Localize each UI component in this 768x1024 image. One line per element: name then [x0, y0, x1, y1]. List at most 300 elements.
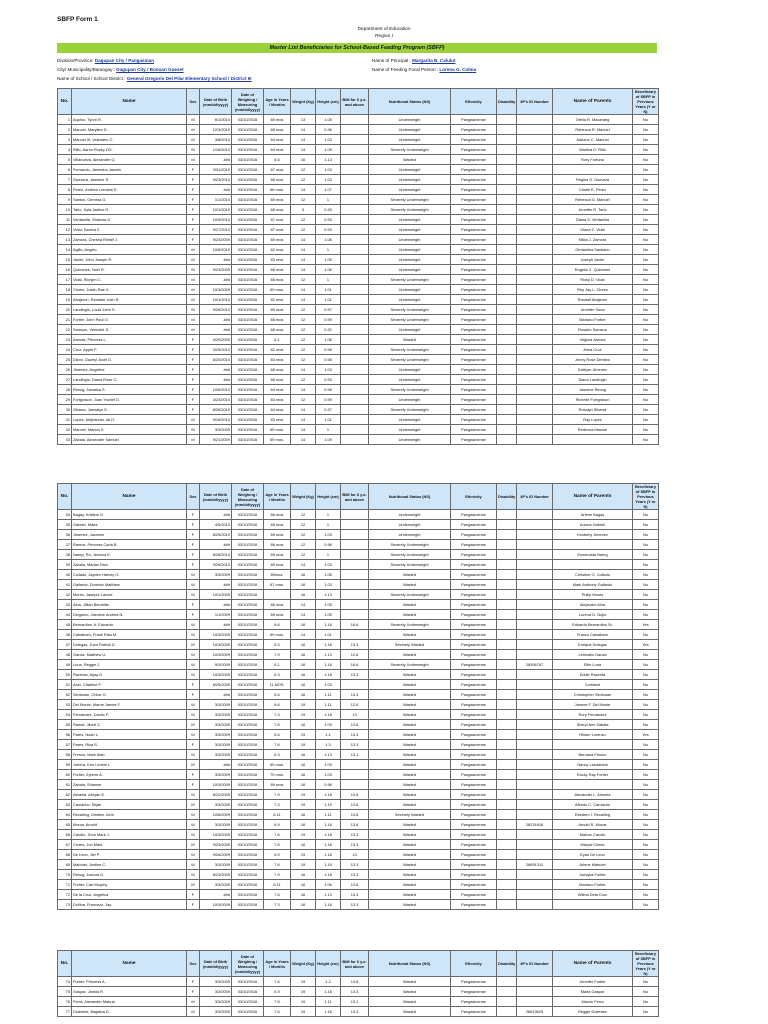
cell-disability: [497, 710, 517, 720]
cell-ethnicity: Pangasinense: [451, 830, 497, 840]
cell-name: Carolio, Jhon Mark J.: [72, 830, 187, 840]
cell-bmi: [341, 365, 369, 375]
cell-fourps-id: [517, 265, 553, 275]
cell-disability: [497, 620, 517, 630]
cell-disability: [497, 810, 517, 820]
cell-dob: ###: [200, 580, 232, 590]
table-row: [58, 580, 659, 590]
cell-sex: F: [187, 530, 200, 540]
cell-disability: [497, 510, 517, 520]
cell-parents: Gedanilea Santiano: [553, 245, 633, 255]
cell-status: Wasted: [369, 740, 451, 750]
cell-previous-beneficiary: No: [633, 760, 659, 770]
cell-fourps-id: [517, 570, 553, 580]
cell-age: 69 mos.: [264, 435, 291, 445]
cell-previous-beneficiary: No: [633, 235, 659, 245]
cell-age: 6.6: [264, 155, 291, 165]
cell-date-weighed: 03/10/2016: [232, 700, 264, 710]
cell-disability: [497, 115, 517, 125]
cell-bmi: 13.3: [341, 690, 369, 700]
header-status: Nutritional Status (NS): [369, 484, 451, 510]
cell-name: Dinguino, Jasmine Andrea N.: [72, 610, 187, 620]
cell-weight: 14: [291, 425, 316, 435]
table-row: [58, 375, 659, 385]
table-row: [58, 435, 659, 445]
table-row: [58, 175, 659, 185]
cell-dob: 6/1/2010: [200, 115, 232, 125]
cell-name: Luna, Reggie J.: [72, 660, 187, 670]
cell-status: Underweight: [369, 235, 451, 245]
cell-height: 1.16: [316, 1007, 341, 1017]
cell-name: Landingin, Louis John S.: [72, 305, 187, 315]
cell-name: Sibarra, Jaenalyn E.: [72, 405, 187, 415]
cell-dob: 3/3/2009: [200, 750, 232, 760]
cell-bmi: [341, 115, 369, 125]
cell-weight: 14: [291, 255, 316, 265]
cell-name: Dollina, Francezz, Jay: [72, 900, 187, 910]
cell-sex: M: [187, 830, 200, 840]
cell-height: 1.13: [316, 650, 341, 660]
cell-previous-beneficiary: No: [633, 155, 659, 165]
cell-disability: [497, 987, 517, 997]
cell-bmi: [341, 345, 369, 355]
header-fourps: 4P's ID Number: [517, 484, 553, 510]
cell-ethnicity: Pangasinense: [451, 660, 497, 670]
cell-weight: 14: [291, 405, 316, 415]
cell-height: 1.11: [316, 997, 341, 1007]
header-fourps: 4P's ID Number: [517, 89, 553, 115]
cell-date-weighed: 03/10/2016: [232, 820, 264, 830]
cell-ethnicity: Pangasinense: [451, 415, 497, 425]
cell-disability: [497, 590, 517, 600]
cell-weight: 14: [291, 415, 316, 425]
cell-no: 65: [58, 820, 72, 830]
cell-parents: Diana Z. Vidal: [553, 225, 633, 235]
table-row: [58, 750, 659, 760]
cell-status: Underweight: [369, 415, 451, 425]
cell-fourps-id: [517, 235, 553, 245]
cell-disability: [497, 870, 517, 880]
cell-dob: 10/1/2010: [200, 295, 232, 305]
cell-bmi: [341, 560, 369, 570]
cell-parents: Joseph Javier: [553, 255, 633, 265]
cell-sex: F: [187, 550, 200, 560]
cell-dob: ###: [200, 185, 232, 195]
header-weight: Weight (Kg): [291, 951, 316, 977]
cell-name: Javier, John Joseph R.: [72, 255, 187, 265]
cell-no: 51: [58, 680, 72, 690]
cell-name: Fortier, Zyrene A.: [72, 770, 187, 780]
cell-weight: 16: [291, 650, 316, 660]
cell-dob: 8/28/2010: [200, 405, 232, 415]
cell-dob: 1/1/2010: [200, 195, 232, 205]
cell-parents: Jasmine Rimog: [553, 385, 633, 395]
cell-weight: 14: [291, 285, 316, 295]
cell-weight: 16: [291, 620, 316, 630]
cell-sex: M: [187, 245, 200, 255]
cell-parents: Ebedero I. Recalling: [553, 810, 633, 820]
cell-ethnicity: Pangasinense: [451, 325, 497, 335]
cell-date-weighed: 03/10/2016: [232, 860, 264, 870]
cell-dob: 3/3/2009: [200, 800, 232, 810]
cell-weight: 12: [291, 335, 316, 345]
cell-status: Underweight: [369, 435, 451, 445]
cell-height: 1.03: [316, 175, 341, 185]
cell-age: 66 mos: [264, 540, 291, 550]
cell-height: 0.99: [316, 315, 341, 325]
cell-bmi: [341, 520, 369, 530]
cell-ethnicity: Pangasinense: [451, 135, 497, 145]
cell-sex: F: [187, 690, 200, 700]
cell-age: 6.3: [264, 670, 291, 680]
cell-no: 71: [58, 880, 72, 890]
cell-parents: Joesyka Fortier: [553, 870, 633, 880]
cell-ethnicity: Pangasinense: [451, 365, 497, 375]
cell-previous-beneficiary: No: [633, 255, 659, 265]
cell-bmi: 12.6: [341, 650, 369, 660]
table-row: [58, 305, 659, 315]
cell-bmi: 13.3: [341, 987, 369, 997]
cell-age: 64 mos: [264, 405, 291, 415]
cell-bmi: [341, 630, 369, 640]
cell-disability: [497, 840, 517, 850]
cell-name: Jimenez, Jasmine: [72, 530, 187, 540]
cell-previous-beneficiary: No: [633, 700, 659, 710]
cell-sex: F: [187, 395, 200, 405]
cell-bmi: [341, 295, 369, 305]
cell-height: 1.09: [316, 760, 341, 770]
cell-sex: F: [187, 890, 200, 900]
cell-name: Clores, Jon Mark: [72, 840, 187, 850]
cell-dob: 10/9/2010: [200, 215, 232, 225]
cell-date-weighed: 03/10/2016: [232, 395, 264, 405]
cell-status: Wasted: [369, 780, 451, 790]
cell-weight: 16: [291, 640, 316, 650]
cell-ethnicity: Pangasinense: [451, 900, 497, 910]
cell-height: 0.96: [316, 780, 341, 790]
cell-bmi: [341, 125, 369, 135]
cell-date-weighed: 03/10/2016: [232, 900, 264, 910]
cell-fourps-id: [517, 305, 553, 315]
cell-height: 1.03: [316, 770, 341, 780]
cell-age: 66 mos: [264, 325, 291, 335]
cell-bmi: 13: [341, 710, 369, 720]
cell-bmi: [341, 185, 369, 195]
cell-fourps-id: [517, 900, 553, 910]
cell-status: Severely Underweight: [369, 315, 451, 325]
table-row: [58, 710, 659, 720]
cell-status: Underweight: [369, 285, 451, 295]
cell-date-weighed: 03/10/2016: [232, 550, 264, 560]
cell-weight: 19: [291, 740, 316, 750]
cell-sex: F: [187, 510, 200, 520]
cell-previous-beneficiary: Yes: [633, 620, 659, 630]
cell-previous-beneficiary: No: [633, 540, 659, 550]
cell-no: 56: [58, 730, 72, 740]
table-row: [58, 650, 659, 660]
cell-name: Zabala, Alexander Samuel: [72, 435, 187, 445]
cell-previous-beneficiary: Yes: [633, 730, 659, 740]
table-row: [58, 770, 659, 780]
cell-age: 69 mos: [264, 195, 291, 205]
cell-bmi: [341, 265, 369, 275]
cell-no: 34: [58, 510, 72, 520]
cell-fourps-id: [517, 295, 553, 305]
cell-dob: 3/25/2010: [200, 345, 232, 355]
cell-no: 41: [58, 580, 72, 590]
cell-date-weighed: 03/10/2016: [232, 115, 264, 125]
cell-ethnicity: Pangasinense: [451, 345, 497, 355]
cell-name: Rillo, Aaron Rocky DG.: [72, 145, 187, 155]
cell-disability: [497, 550, 517, 560]
cell-name: Del Monte, Marrie James F.: [72, 700, 187, 710]
cell-ethnicity: Pangasinense: [451, 870, 497, 880]
cell-disability: [497, 650, 517, 660]
cell-height: 1.16: [316, 820, 341, 830]
cell-no: 33: [58, 435, 72, 445]
cell-weight: 16: [291, 780, 316, 790]
cell-no: 29: [58, 395, 72, 405]
region-name: Region I: [375, 34, 393, 39]
cell-parents: Kathyrn Jimenez: [553, 365, 633, 375]
cell-previous-beneficiary: No: [633, 987, 659, 997]
cell-fourps-id: [517, 770, 553, 780]
cell-weight: 12: [291, 225, 316, 235]
cell-name: Ferra, Alexander Mabria: [72, 997, 187, 1007]
cell-disability: [497, 265, 517, 275]
cell-previous-beneficiary: Yes: [633, 640, 659, 650]
cell-disability: [497, 770, 517, 780]
cell-bmi: [341, 165, 369, 175]
cell-dob: 3/3/2009: [200, 1007, 232, 1017]
cell-status: Underweight: [369, 255, 451, 265]
cell-height: 1.06: [316, 570, 341, 580]
cell-bmi: [341, 145, 369, 155]
header-sex: Sex: [187, 951, 200, 977]
cell-status: Wasted: [369, 700, 451, 710]
cell-bmi: [341, 205, 369, 215]
cell-weight: 12: [291, 395, 316, 405]
cell-sex: M: [187, 850, 200, 860]
header-ethnicity: Ethnicity: [451, 951, 497, 977]
cell-previous-beneficiary: No: [633, 770, 659, 780]
cell-status: Underweight: [369, 225, 451, 235]
cell-no: 4: [58, 145, 72, 155]
cell-age: 7.6: [264, 1007, 291, 1017]
cell-age: 65 mos: [264, 305, 291, 315]
cell-parents: Richelle Fortgrason: [553, 395, 633, 405]
cell-name: Dizon, Dazeyl Jocel D.: [72, 355, 187, 365]
cell-ethnicity: Pangasinense: [451, 255, 497, 265]
header-height: Height (cm): [316, 951, 341, 977]
cell-date-weighed: 03/10/2016: [232, 195, 264, 205]
cell-height: 1: [316, 425, 341, 435]
cell-no: 28: [58, 385, 72, 395]
cell-dob: 10/3/2009: [200, 630, 232, 640]
cell-fourps-id: [517, 255, 553, 265]
cell-disability: [497, 435, 517, 445]
cell-status: Wasted: [369, 830, 451, 840]
cell-height: 1.19: [316, 860, 341, 870]
cell-previous-beneficiary: No: [633, 375, 659, 385]
cell-ethnicity: Pangasinense: [451, 640, 497, 650]
cell-parents: Ray Lopez: [553, 415, 633, 425]
cell-no: 14: [58, 245, 72, 255]
cell-sex: M: [187, 820, 200, 830]
cell-parents: [553, 435, 633, 445]
cell-height: 1.06: [316, 880, 341, 890]
cell-disability: [497, 415, 517, 425]
cell-bmi: 13.6: [341, 800, 369, 810]
cell-no: 48: [58, 650, 72, 660]
cell-parents: Virginia Arenas: [553, 335, 633, 345]
cell-height: 0.98: [316, 355, 341, 365]
table-row: [58, 640, 659, 650]
cell-ethnicity: Pangasinense: [451, 510, 497, 520]
cell-sex: M: [187, 800, 200, 810]
cell-bmi: [341, 255, 369, 265]
cell-weight: 16: [291, 660, 316, 670]
cell-height: 0.93: [316, 215, 341, 225]
cell-ethnicity: Pangasinense: [451, 780, 497, 790]
cell-height: 1: [316, 245, 341, 255]
cell-date-weighed: 03/10/2016: [232, 730, 264, 740]
cell-disability: [497, 820, 517, 830]
cell-fourps-id: [517, 385, 553, 395]
cell-parents: Reggie Dolentes: [553, 1007, 633, 1017]
cell-no: 59: [58, 760, 72, 770]
cell-previous-beneficiary: No: [633, 415, 659, 425]
cell-height: 1.3: [316, 740, 341, 750]
cell-sex: F: [187, 560, 200, 570]
cell-date-weighed: 03/10/2016: [232, 185, 264, 195]
cell-status: Severely Underweight: [369, 205, 451, 215]
cell-weight: 14: [291, 560, 316, 570]
cell-fourps-id: [517, 870, 553, 880]
cell-sex: F: [187, 175, 200, 185]
cell-no: 12: [58, 225, 72, 235]
cell-name: Landingin, Diana Rose C.: [72, 375, 187, 385]
cell-date-weighed: 03/10/2016: [232, 145, 264, 155]
cell-previous-beneficiary: No: [633, 977, 659, 987]
cell-height: 0.93: [316, 225, 341, 235]
cell-bmi: 13.1: [341, 997, 369, 1007]
cell-age: 7.6: [264, 977, 291, 987]
cell-dob: ###: [200, 155, 232, 165]
city-info: [57, 67, 184, 72]
cell-parents: Cortlanel: [553, 680, 633, 690]
cell-date-weighed: 03/10/2016: [232, 590, 264, 600]
cell-height: 1.16: [316, 870, 341, 880]
cell-bmi: [341, 375, 369, 385]
cell-parents: Randall Abajeron: [553, 295, 633, 305]
cell-age: 65 mos: [264, 125, 291, 135]
cell-parents: Arnold R. Monar: [553, 820, 633, 830]
cell-fourps-id: [517, 215, 553, 225]
cell-disability: [497, 355, 517, 365]
header-age: Age in Years / Months: [264, 951, 291, 977]
cell-height: 1.03: [316, 530, 341, 540]
cell-fourps-id: [517, 560, 553, 570]
cell-parents: Maryst Clores: [553, 840, 633, 850]
cell-status: Wasted: [369, 860, 451, 870]
division-value: Dagupan City / Pangasinan: [94, 58, 155, 63]
cell-status: Underweight: [369, 510, 451, 520]
cell-weight: 14: [291, 185, 316, 195]
header-disability: Disability: [497, 951, 517, 977]
table-row: [58, 125, 659, 135]
cell-dob: 9/3/2009: [200, 660, 232, 670]
cell-fourps-id: [517, 720, 553, 730]
cell-height: 0.92: [316, 325, 341, 335]
cell-name: Zabala, Marian Nich: [72, 560, 187, 570]
cell-parents: Rocky Ray Fortier: [553, 770, 633, 780]
cell-name: Jortera, Ken Lenine L.: [72, 760, 187, 770]
header-bmi: BMI for 6 y.o. and above: [341, 89, 369, 115]
cell-date-weighed: 03/10/2016: [232, 540, 264, 550]
cell-age: 65 mos.: [264, 425, 291, 435]
cell-sex: F: [187, 740, 200, 750]
cell-status: Wasted: [369, 840, 451, 850]
cell-parents: Redensa Manuel: [553, 425, 633, 435]
cell-status: Wasted: [369, 155, 451, 165]
cell-age: 69mos.: [264, 570, 291, 580]
cell-weight: 12: [291, 275, 316, 285]
cell-previous-beneficiary: No: [633, 630, 659, 640]
cell-name: Alna, Jillian Bemblila: [72, 600, 187, 610]
cell-height: 1: [316, 275, 341, 285]
cell-date-weighed: 03/10/2016: [232, 740, 264, 750]
cell-fourps-id: [517, 550, 553, 560]
cell-fourps-id: [517, 710, 553, 720]
cell-name: Almeria, Abryan E.: [72, 790, 187, 800]
cell-disability: [497, 325, 517, 335]
cell-age: 6.1: [264, 335, 291, 345]
cell-bmi: [341, 680, 369, 690]
cell-ethnicity: Pangasinense: [451, 610, 497, 620]
cell-weight: 14: [291, 600, 316, 610]
cell-no: 70: [58, 870, 72, 880]
cell-date-weighed: 03/10/2016: [232, 750, 264, 760]
table-row: [58, 620, 659, 630]
cell-disability: [497, 1007, 517, 1017]
cell-status: Wasted: [369, 580, 451, 590]
cell-weight: 12: [291, 325, 316, 335]
cell-parents: Rhiam Lorenzo: [553, 730, 633, 740]
cell-ethnicity: Pangasinense: [451, 540, 497, 550]
table-row: [58, 820, 659, 830]
cell-parents: Jennifer R. Tarlo: [553, 205, 633, 215]
cell-dob: ###: [200, 600, 232, 610]
cell-previous-beneficiary: No: [633, 285, 659, 295]
cell-height: 0.93: [316, 205, 341, 215]
cell-name: Racenta, Arjay D.: [72, 670, 187, 680]
cell-previous-beneficiary: No: [633, 680, 659, 690]
cell-height: 1.05: [316, 115, 341, 125]
cell-ethnicity: Pangasinense: [451, 435, 497, 445]
cell-no: 15: [58, 255, 72, 265]
cell-previous-beneficiary: No: [633, 265, 659, 275]
cell-dob: 3/3/2009: [200, 720, 232, 730]
cell-ethnicity: Pangasinense: [451, 295, 497, 305]
cell-bmi: 13.3: [341, 740, 369, 750]
cell-bmi: [341, 305, 369, 315]
cell-bmi: 16.6: [341, 620, 369, 630]
cell-weight: 14: [291, 385, 316, 395]
cell-sex: F: [187, 375, 200, 385]
cell-fourps-id: [517, 135, 553, 145]
cell-height: 0.96: [316, 540, 341, 550]
